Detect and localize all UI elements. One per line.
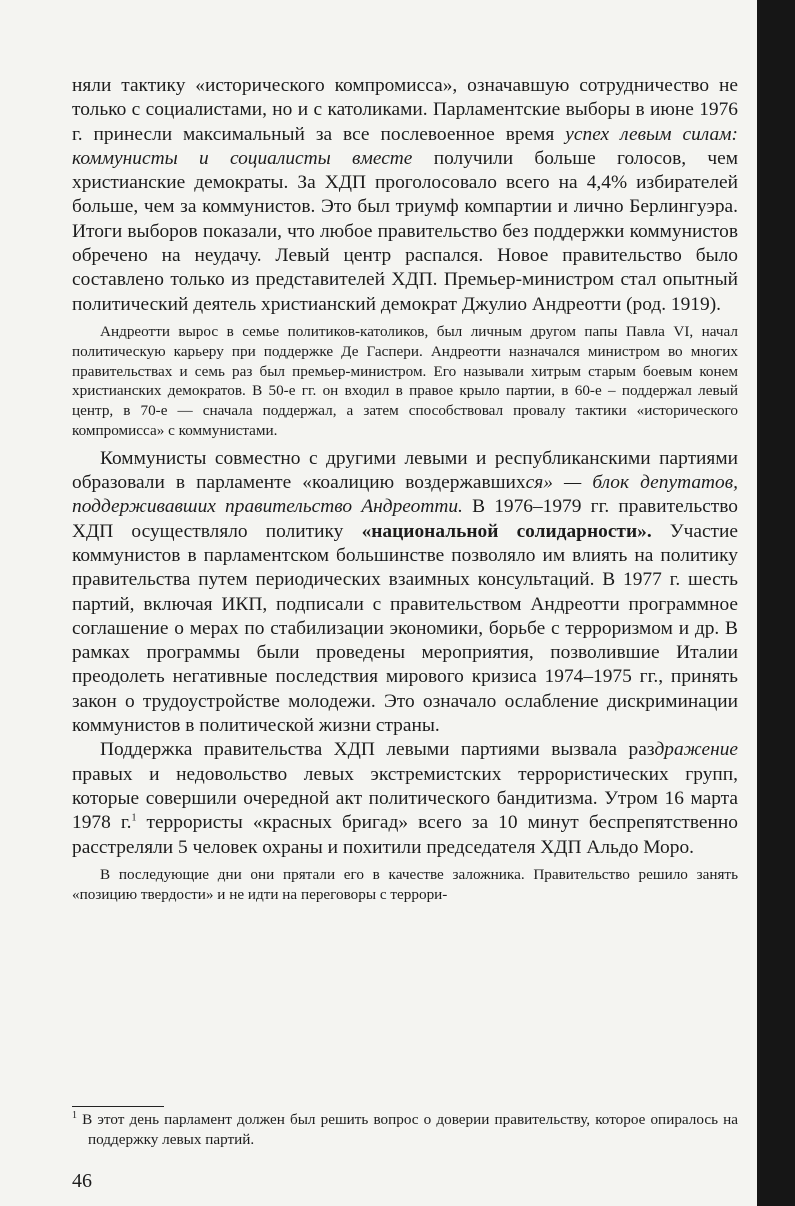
text-run: правых и недовольство левых экстремистских террористических групп, которые совершили очередной акт политического бандитизма. Утром 16 марта 1978 г. <box>72 763 738 834</box>
text-run: В 1976–1979 гг. правительство ХДП осуществляло политику <box>72 496 738 542</box>
text-run: дражение <box>654 739 738 761</box>
text-run: Поддержка правительства ХДП левыми партиями вызвала раз <box>100 739 655 761</box>
footnote-text: В этот день парламент должен был решить вопрос о доверии правительству, которое опиралось на поддержку левых партий. <box>77 1111 738 1148</box>
text-run: «национальной солидарности». <box>361 520 652 542</box>
body-paragraph <box>72 447 738 739</box>
text-run: Участие коммунистов в парламентском большинстве позволяло им влиять на политику правительства путем периодических взаимных консультаций. В 1977 г. шесть партий, включая ИКП, подписали с правительством Андреотти программное соглашение о мерах по стабилизации экономики, борьбе с терроризмом и др. В рамках программы были проведены мероприятия, позволившие Италии преодолеть негативные последствия мирового кризиса 1974–1975 гг., принять закон о трудоустройстве молодежи. Это означало ослабление дискриминации коммунистов в политической жизни страны. <box>72 520 739 737</box>
footnote-divider <box>72 1106 164 1107</box>
text-run: террористы «красных бригад» всего за 10 минут беспрепятственно расстреляли 5 человек охраны и похитили председателя ХДП Альдо Моро. <box>72 812 738 858</box>
text-run: Андреотти вырос в семье политиков-католиков, был личным другом папы Павла VI, начал политическую карьеру при поддержке Де Гаспери. Андреотти назначался министром во многих правительствах и семь раз был премьер-министром. Его называли хитрым старым боевым конем христианских демократов. В 50-е гг. он входил в правое крыло партии, в 60-е – поддержал левый центр, в 70-е — сначала поддержал, а затем способствовал провалу тактики «исторического компромисса» с коммунистами. <box>72 322 738 439</box>
text-run: получили больше голосов, чем христианские демократы. За ХДП проголосовало всего на 4,4% избирателей больше, чем за коммунистов. Это был триумф компартии и лично Берлингуэра. Итоги выборов показали, что любое правительство без поддержки коммунистов обречено на неудачу. Левый центр распался. Новое правительство было составлено только из представителей ХДП. Премьер-министром стал опытный политический деятель христианский демократ Джулио Андреотти (род. 1919). <box>72 147 738 315</box>
text-run: няли тактику «исторического компромисса», означавшую сотрудничество не только с социалистами, но и с католиками. Парламентские выборы в июне 1976 г. принесли максимальный за все послевоенное время <box>72 75 738 145</box>
text-run: В последующие дни они прятали его в качестве заложника. Правительство решило занять «позицию твердости» и не идти на переговоры с террори- <box>72 865 738 903</box>
text-run: ся» — блок депутатов, поддерживавших правительство Андреотти. <box>72 472 738 518</box>
body-paragraph <box>72 74 738 317</box>
footnote-reference: 1 <box>131 812 137 824</box>
page-body <box>72 74 738 910</box>
text-run: успех левым силам: коммунисты и социалисты вместе <box>72 123 738 169</box>
footnote-marker: 1 <box>72 1109 77 1121</box>
page-number: 46 <box>72 1170 92 1192</box>
text-run: Коммунисты совместно с другими левыми и республиканскими партиями образовали в парламенте «коалицию воздержавших <box>72 447 738 494</box>
footnote <box>72 1110 738 1149</box>
inset-paragraph <box>72 865 738 905</box>
page-edge-shadow <box>757 0 795 1206</box>
inset-paragraph <box>72 322 738 441</box>
body-paragraph <box>72 738 738 859</box>
